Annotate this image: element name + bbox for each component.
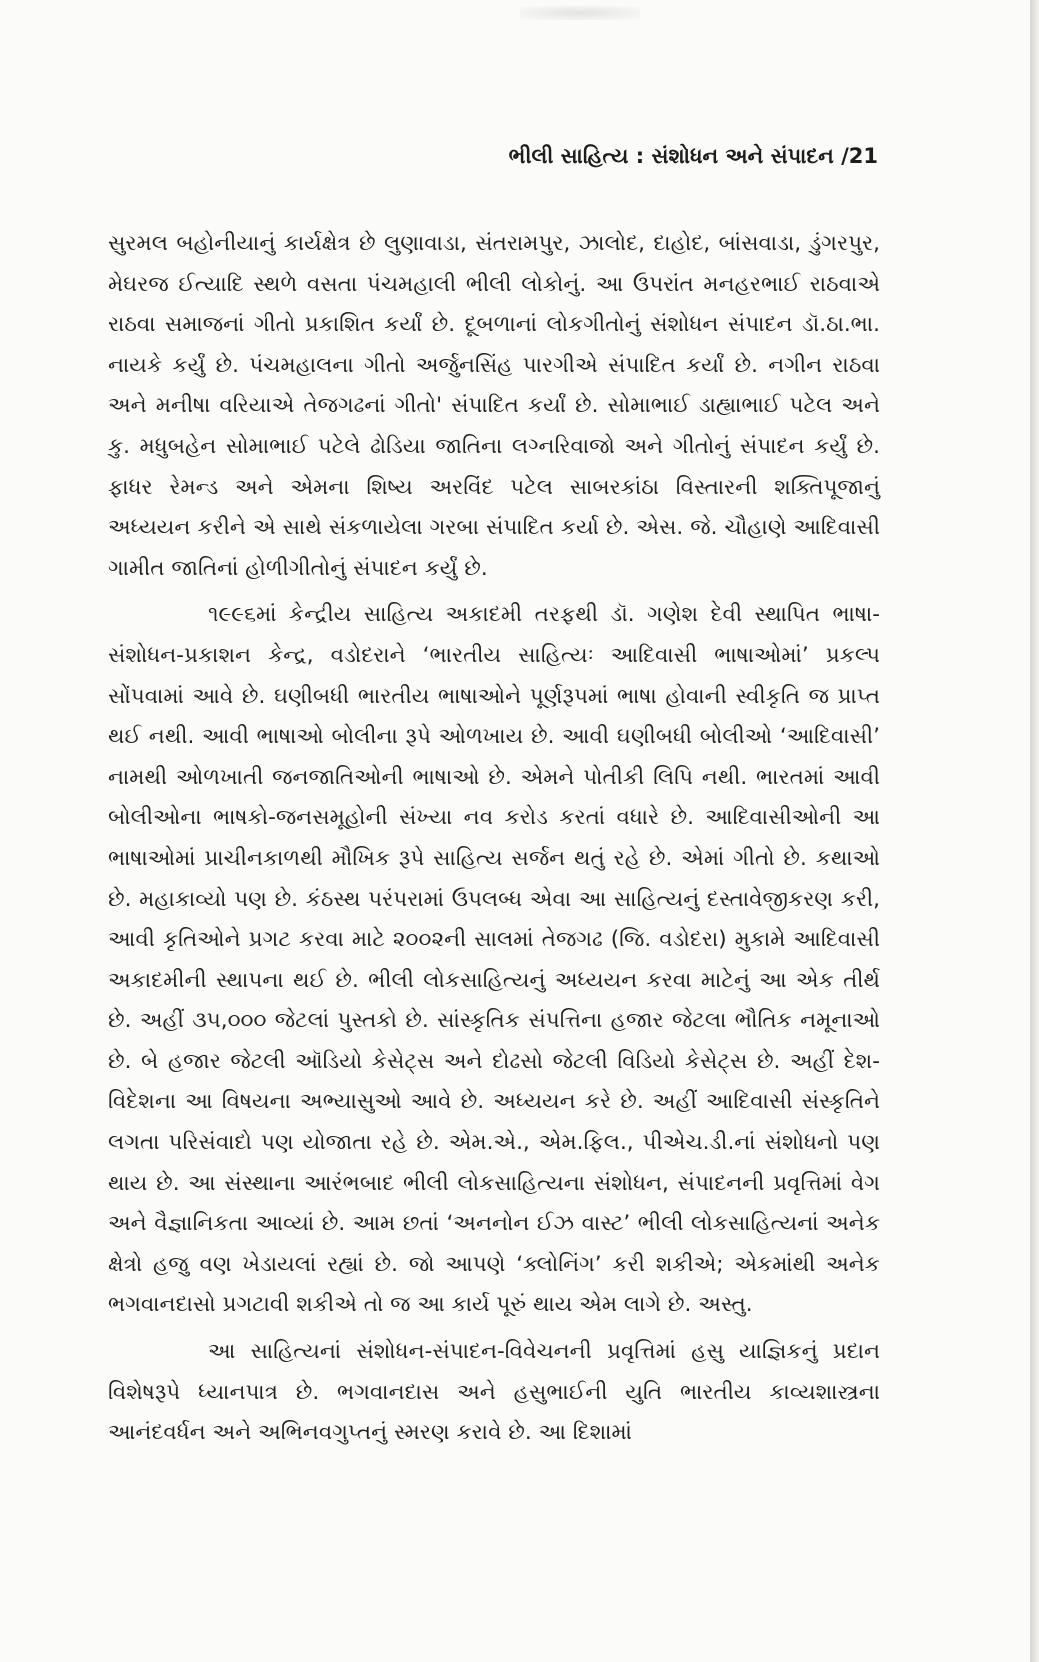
paragraph-1: સુરમલ બહોનીયાનું કાર્યક્ષેત્ર છે લુણાવાડા, સંતરામપુર, ઝાલોદ, દાહોદ, બાંસવાડા, ડુંગરપુર, મેઘરજ ઈત્યાદિ સ્થળે વસતા પંચમહાલી ભીલી લોકોનું. આ ઉપરાંત મનહરભાઈ રાઠવાએ રાઠવા સમાજનાં ગીતો પ્રકાશિત કર્યાં છે. દૂબળાનાં લોકગીતોનું સંશોધન સંપાદન ડૉ.ઠા.ભા. નાયકે કર્યું છે. પંચમહાલના ગીતો અર્જુનસિંહ પારગીએ સંપાદિત કર્યાં છે. નગીન રાઠવા અને મનીષા વરિયાએ તેજગઢનાં ગીતો' સંપાદિત કર્યાં છે. સોમાભાઈ ડાહ્યાભાઈ પટેલ અને કુ. મધુબહેન સોમાભાઈ પટેલે ઢોડિયા જાતિના લગ્નરિવાજો અને ગીતોનું સંપાદન કર્યું છે. ફાધર રેમન્ડ અને એમના શિષ્ય અરવિંદ પટેલ સાબરકાંઠા વિસ્તારની શક્તિપૂજાનું અધ્યયન કરીને એ સાથે સંકળાયેલા ગરબા સંપાદિત કર્યા છે. એસ. જે. ચૌહાણે આદિવાસી ગામીત જાતિનાં હોળીગીતોનું સંપાદન કર્યું છે. bbox=[108, 231, 880, 581]
running-header: ભીલી સાહિત્ય : સંશોધન અને સંપાદન /21 bbox=[508, 144, 878, 168]
bleed-through-mark bbox=[520, 6, 640, 20]
paragraph-2: ૧૯૯૬માં કેન્દ્રીય સાહિત્ય અકાદમી તરફથી ડૉ. ગણેશ દેવી સ્થાપિત ભાષા-સંશોધન-પ્રકાશન કેન્દ્ર, વડોદરાને ‘ભારતીય સાહિત્યઃ આદિવાસી ભાષાઓમાં’ પ્રકલ્પ સોંપવામાં આવે છે. ઘણીબધી ભારતીય ભાષાઓને પૂર્ણરૂપમાં ભાષા હોવાની સ્વીકૃતિ જ પ્રાપ્ત થઈ નથી. આવી ભાષાઓ બોલીના રૂપે ઓળખાય છે. આવી ઘણીબધી બોલીઓ ‘આદિવાસી’ નામથી ઓળખાતી જનજાતિઓની ભાષાઓ છે. એમને પોતીકી લિપિ નથી. ભારતમાં આવી બોલીઓના ભાષકો-જનસમૂહોની સંખ્યા નવ કરોડ કરતાં વધારે છે. આદિવાસીઓની આ ભાષાઓમાં પ્રાચીનકાળથી મૌખિક રૂપે સાહિત્ય સર્જન થતું રહે છે. એમાં ગીતો છે. કથાઓ છે. મહાકાવ્યો પણ છે. કંઠસ્થ પરંપરામાં ઉપલબ્ધ એવા આ સાહિત્યનું દસ્તાવેજીકરણ કરી, આવી કૃતિઓને પ્રગટ કરવા માટે ૨૦૦૨ની સાલમાં તેજગઢ (જિ. વડોદરા) મુકામે આદિવાસી અકાદમીની સ્થાપના થઈ છે. ભીલી લોકસાહિત્યનું અધ્યયન કરવા માટેનું આ એક તીર્થ છે. અહીં ૩૫,૦૦૦ જેટલાં પુસ્તકો છે. સાંસ્કૃતિક સંપત્તિના હજાર જેટલા ભૌતિક નમૂનાઓ છે. બે હજાર જેટલી ઑડિયો કેસેટ્સ અને દોઢસો જેટલી વિડિયો કેસેટ્સ છે. અહીં દેશ-વિદેશના આ વિષયના અભ્યાસુઓ આવે છે. અધ્યયન કરે છે. અહીં આદિવાસી સંસ્કૃતિને લગતા પરિસંવાદો પણ યોજાતા રહે છે. એમ.એ., એમ.ફિલ., પીએચ.ડી.નાં સંશોધનો પણ થાય છે. આ સંસ્થાના આરંભબાદ ભીલી લોકસાહિત્યના સંશોધન, સંપાદનની પ્રવૃત્તિમાં વેગ અને વૈજ્ઞાનિકતા આવ્યાં છે. આમ છતાં ‘અનનોન ઈઝ વાસ્ટ’ ભીલી લોકસાહિત્યનાં અનેક ક્ષેત્રો હજુ વણ ખેડાયલાં રહ્યાં છે. જો આપણે ‘ક્લોનિંગ’ કરી શકીએ; એકમાંથી અનેક ભગવાનદાસો પ્રગટાવી શકીએ તો જ આ કાર્ય પૂરું થાય એમ લાગે છે. અસ્તુ. bbox=[108, 602, 880, 1318]
page-body bbox=[108, 224, 880, 1454]
paragraph-3: આ સાહિત્યનાં સંશોધન-સંપાદન-વિવેચનની પ્રવૃત્તિમાં હસુ યાજ્ઞિકનું પ્રદાન વિશેષરૂપે ધ્યાનપાત્ર છે. ભગવાનદાસ અને હસુભાઈની યુતિ ભારતીય કાવ્યશાસ્ત્રના આનંદવર્ધન અને અભિનવગુપ્તનું સ્મરણ કરાવે છે. આ દિશામાં bbox=[108, 1339, 880, 1446]
page-edge bbox=[1030, 0, 1039, 1662]
